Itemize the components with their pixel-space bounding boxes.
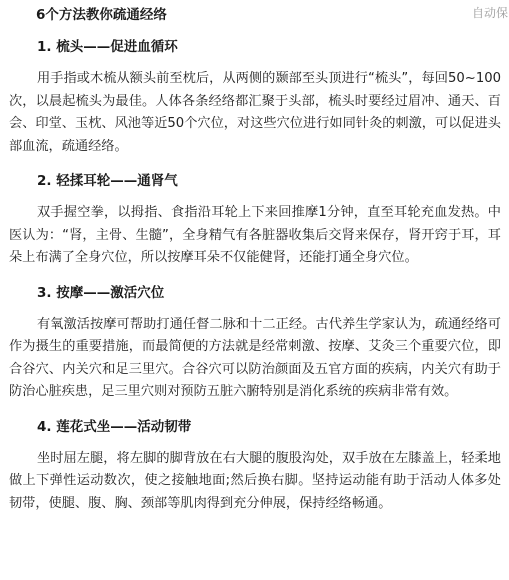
document-title: 6个方法教你疏通经络 <box>36 7 167 23</box>
section-3 <box>9 284 501 404</box>
document-header <box>0 0 509 26</box>
section-4 <box>9 418 501 516</box>
section-1 <box>9 38 501 158</box>
section-heading: 1. 梳头——促进血循环 <box>37 39 178 55</box>
section-2 <box>9 172 501 270</box>
section-heading: 2. 轻揉耳轮——通肾气 <box>37 173 178 189</box>
section-heading: 3. 按摩——激活穴位 <box>37 284 165 301</box>
section-paragraph: 坐时屈左腿，将左脚的脚背放在右大腿的腹股沟处，双手放在左膝盖上，轻柔地做上下弹性运动数次，使之接触地面;然后换右脚。坚持运动能有助于活动人体多处韧带，使腿、腹、胸、颈部等肌肉得到充分伸展，保持经络畅通。 <box>9 450 501 511</box>
section-paragraph: 用手指或木梳从额头前至枕后，从两侧的颞部至头顶进行“梳头”，每回50~100次，以晨起梳头为最佳。人体各条经络都汇聚于头部，梳头时要经过眉冲、通天、百会、印堂、玉枕、风池等近50个穴位，对这些穴位进行如同针灸的刺激，可以促进头部血流，疏通经络。 <box>9 71 501 154</box>
section-heading: 4. 莲花式坐——活动韧带 <box>37 418 192 435</box>
autosave-badge: 自动保 <box>472 6 509 20</box>
section-paragraph: 有氧激活按摩可帮助打通任督二脉和十二正经。古代养生学家认为，疏通经络可作为摄生的重要措施，而最简便的方法就是经常刺激、按摩、艾灸三个重要穴位，即合谷穴、内关穴和足三里穴。合谷穴可以防治颜面及五官方面的疾病，内关穴有助于防治心脏疾患，足三里穴则对预防五脏六腑特别是消化系统的疾病非常有效。 <box>9 316 501 399</box>
article-body <box>9 38 501 515</box>
section-paragraph: 双手握空拳，以拇指、食指沿耳轮上下来回推摩1分钟，直至耳轮充血发热。中医认为：“肾，主骨、生髓”，全身精气有各脏器收集后交肾来保存，肾开窍于耳，耳朵上布满了全身穴位，所以按摩耳朵不仅能健肾，还能打通全身穴位。 <box>9 205 501 265</box>
